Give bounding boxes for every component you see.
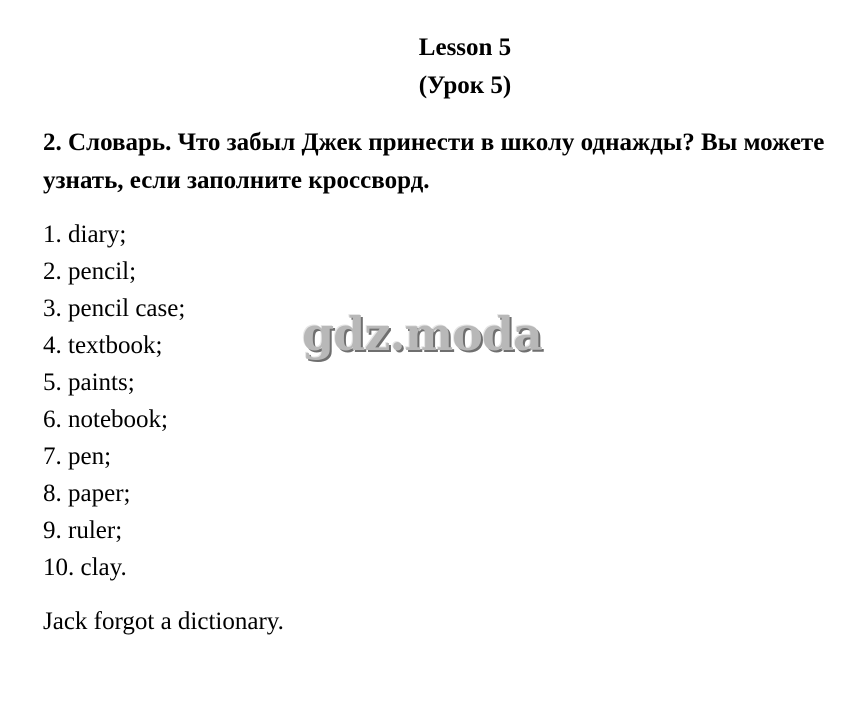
list-item: 5. paints; [43,369,135,396]
list-item: 2. pencil; [43,258,137,285]
list-item: 1. diary; [43,221,127,248]
list-item: 9. ruler; [43,517,123,544]
list-item: 10. clay. [43,554,127,581]
list-item: 7. pen; [43,443,112,470]
watermark: gdz.moda [302,307,542,361]
page-subtitle: (Урок 5) [418,72,512,99]
list-item: 3. pencil case; [43,295,186,322]
page-title: Lesson 5 [418,34,512,61]
task-instruction: 2. Словарь. Что забыл Джек принести в школу однажды? Вы можете узнать, если заполните кроссворд. [43,129,825,194]
list-item: 4. textbook; [43,332,163,359]
answer-list [43,216,185,586]
answer-conclusion: Jack forgot a dictionary. [43,608,284,635]
list-item: 8. paper; [43,480,131,507]
list-item: 6. notebook; [43,406,168,433]
